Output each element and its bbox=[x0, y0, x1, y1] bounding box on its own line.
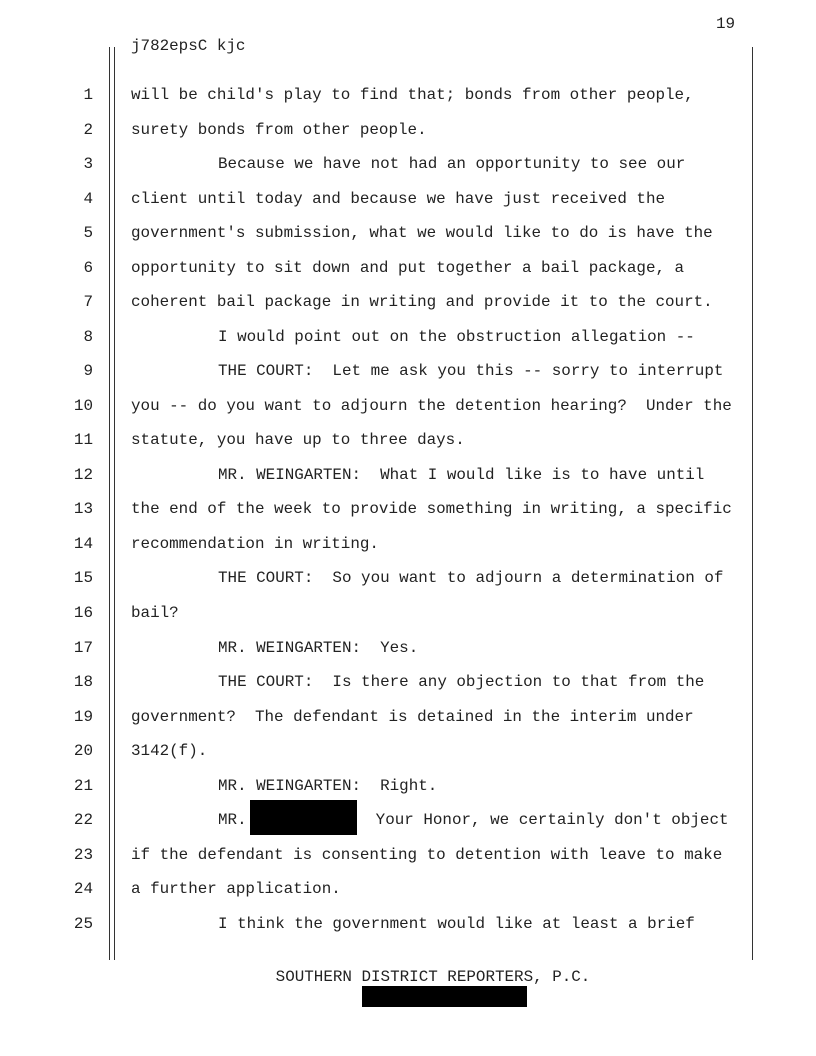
line-text bbox=[218, 803, 729, 838]
line-number: 1 bbox=[83, 86, 93, 104]
line-number: 10 bbox=[73, 396, 93, 415]
line-number: 6 bbox=[83, 258, 93, 277]
transcript-line bbox=[0, 320, 816, 355]
line-number: 13 bbox=[73, 500, 93, 519]
line-number: 22 bbox=[73, 811, 93, 830]
transcript-line bbox=[0, 561, 816, 596]
transcript-line bbox=[0, 78, 816, 113]
line-text: surety bonds from other people. bbox=[131, 120, 427, 139]
transcript-line bbox=[0, 423, 816, 458]
transcript-line bbox=[0, 458, 816, 493]
line-number: 24 bbox=[73, 880, 93, 899]
transcript-line bbox=[0, 769, 816, 804]
line-number: 12 bbox=[73, 465, 93, 484]
transcript-line bbox=[0, 596, 816, 631]
line-text: recommendation in writing. bbox=[131, 534, 379, 553]
line-text: statute, you have up to three days. bbox=[131, 431, 465, 450]
line-text: bail? bbox=[131, 603, 179, 622]
transcript-line bbox=[0, 147, 816, 182]
transcript-line bbox=[0, 182, 816, 217]
redaction-box bbox=[362, 986, 527, 1007]
footer-text: SOUTHERN DISTRICT REPORTERS, P.C. bbox=[275, 968, 591, 986]
line-text: a further application. bbox=[131, 880, 341, 899]
line-text: if the defendant is consenting to detention with leave to make bbox=[131, 845, 723, 864]
line-number: 16 bbox=[73, 603, 93, 622]
line-text: the end of the week to provide something in writing, a specific bbox=[131, 500, 732, 519]
line-number: 25 bbox=[73, 914, 93, 933]
line-text: client until today and because we have just received the bbox=[131, 189, 666, 208]
line-number: 17 bbox=[73, 638, 93, 657]
transcript-line bbox=[0, 734, 816, 769]
line-number: 7 bbox=[83, 293, 93, 312]
line-text: I would point out on the obstruction allegation -- bbox=[218, 327, 695, 346]
transcript-line bbox=[0, 251, 816, 286]
line-number: 3 bbox=[83, 155, 93, 174]
line-text-rest: Your Honor, we certainly don't object bbox=[356, 811, 729, 830]
line-number: 20 bbox=[73, 742, 93, 761]
transcript-line bbox=[0, 907, 816, 942]
line-number: 11 bbox=[73, 431, 93, 450]
line-text: will be child's play to find that; bonds from other people, bbox=[131, 86, 694, 104]
line-text: THE COURT: So you want to adjourn a determination of bbox=[218, 569, 724, 588]
line-number: 2 bbox=[83, 120, 93, 139]
transcript-line bbox=[0, 492, 816, 527]
line-text: THE COURT: Let me ask you this -- sorry to interrupt bbox=[218, 362, 724, 381]
transcript-lines bbox=[0, 78, 816, 941]
line-number: 23 bbox=[73, 845, 93, 864]
line-text: opportunity to sit down and put together a bail package, a bbox=[131, 258, 685, 277]
transcript-line bbox=[0, 803, 816, 838]
speaker-prefix: MR. bbox=[218, 811, 247, 830]
line-text: you -- do you want to adjourn the detention hearing? Under the bbox=[131, 396, 732, 415]
line-number: 9 bbox=[83, 362, 93, 381]
line-number: 4 bbox=[83, 189, 93, 208]
line-text: coherent bail package in writing and provide it to the court. bbox=[131, 293, 713, 312]
redaction-box bbox=[250, 800, 357, 835]
page-number: 19 bbox=[716, 15, 736, 33]
line-number: 5 bbox=[83, 224, 93, 243]
transcript-line bbox=[0, 838, 816, 873]
line-number: 21 bbox=[73, 776, 93, 795]
line-text: MR. WEINGARTEN: Yes. bbox=[218, 638, 419, 657]
line-text: I think the government would like at least a brief bbox=[218, 914, 695, 933]
transcript-line bbox=[0, 665, 816, 700]
transcript-line bbox=[0, 700, 816, 735]
line-number: 18 bbox=[73, 673, 93, 692]
line-number: 14 bbox=[73, 534, 93, 553]
transcript-line bbox=[0, 354, 816, 389]
line-number: 19 bbox=[73, 707, 93, 726]
line-text: 3142(f). bbox=[131, 742, 208, 761]
transcript-line bbox=[0, 389, 816, 424]
footer bbox=[0, 968, 816, 986]
transcript-line bbox=[0, 527, 816, 562]
line-number: 8 bbox=[83, 327, 93, 346]
transcript-line bbox=[0, 285, 816, 320]
line-text: MR. WEINGARTEN: Right. bbox=[218, 776, 438, 795]
transcript-line bbox=[0, 216, 816, 251]
transcript-line bbox=[0, 113, 816, 148]
line-text: Because we have not had an opportunity to see our bbox=[218, 155, 686, 174]
transcript-line bbox=[0, 872, 816, 907]
transcript-line bbox=[0, 631, 816, 666]
line-text: MR. WEINGARTEN: What I would like is to have until bbox=[218, 465, 705, 484]
line-text: government's submission, what we would like to do is have the bbox=[131, 224, 713, 243]
transcript-header: j782epsC kjc bbox=[131, 37, 246, 55]
line-text: government? The defendant is detained in the interim under bbox=[131, 707, 694, 726]
line-text: THE COURT: Is there any objection to that from the bbox=[218, 673, 705, 692]
line-number: 15 bbox=[73, 569, 93, 588]
